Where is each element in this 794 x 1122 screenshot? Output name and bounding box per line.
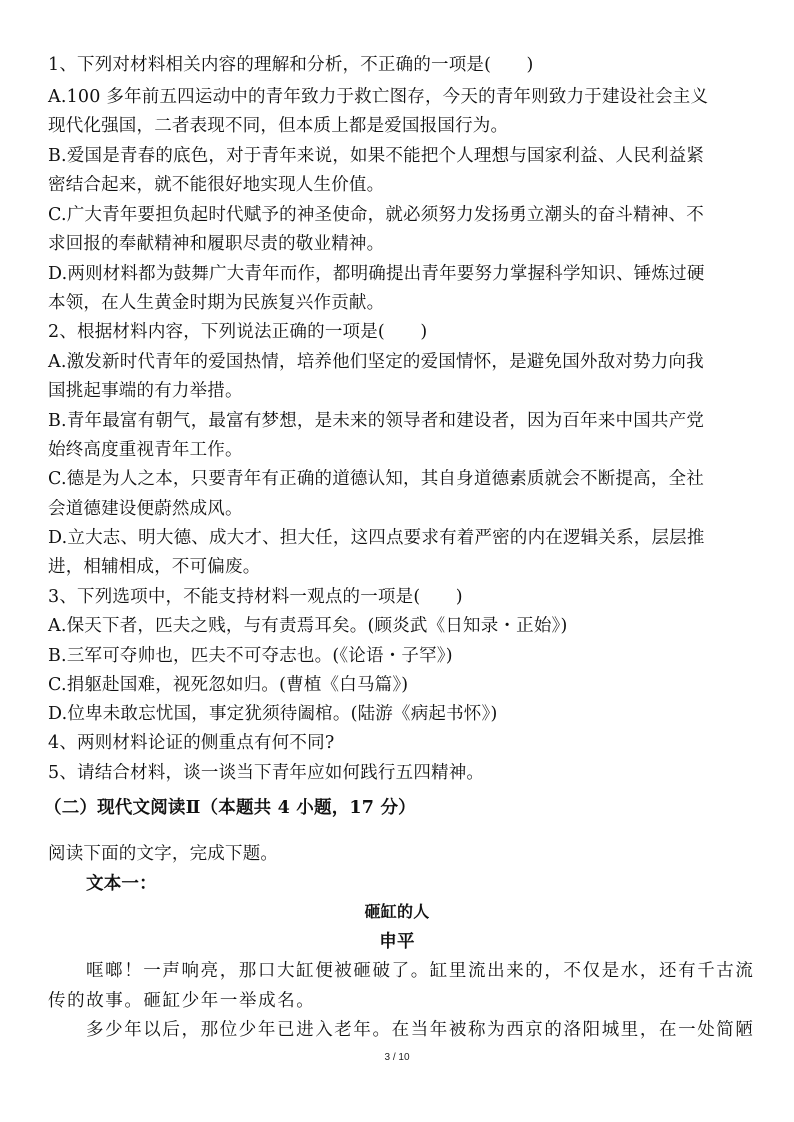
q4-stem: 4、两则材料论证的侧重点有何不同?: [48, 733, 335, 753]
q1-option-d-line2: 本领，在人生黄金时期为民族复兴作贡献。: [48, 293, 385, 313]
q2-option-c-line2: 会道德建设便蔚然成风。: [48, 499, 243, 519]
reading-instruction: 阅读下面的文字，完成下题。: [48, 844, 279, 864]
story-p1-line2: 传的故事。砸缸少年一举成名。: [48, 991, 316, 1011]
q1-stem: 1、下列对材料相关内容的理解和分析，不正确的一项是( ): [48, 55, 534, 75]
q3-option-c: C.捐躯赴国难，视死忽如归。(曹植《白马篇》): [48, 675, 409, 695]
q3-stem: 3、下列选项中，不能支持材料一观点的一项是( ): [48, 587, 463, 607]
story-p1-line1: 哐啷！一声响亮，那口大缸便被砸破了。缸里流出来的，不仅是水，还有千古流: [86, 961, 755, 981]
q1-option-b-line2: 密结合起来，就不能很好地实现人生价值。: [48, 175, 385, 195]
q2-option-d-line2: 进，相辅相成，不可偏废。: [48, 557, 261, 577]
story-title: 砸缸的人: [364, 902, 430, 921]
q2-option-c-line1: C.德是为人之本，只要青年有正确的道德认知，其自身道德素质就会不断提高，全社: [48, 469, 704, 489]
q2-option-b-line2: 始终高度重视青年工作。: [48, 440, 243, 460]
story-p2-line1: 多少年以后，那位少年已进入老年。在当年被称为西京的洛阳城里，在一处简陋: [86, 1020, 755, 1040]
q1-option-c-line1: C.广大青年要担负起时代赋予的神圣使命，就必须努力发扬勇立潮头的奋斗精神、不: [48, 205, 704, 225]
q2-option-a-line2: 国挑起事端的有力举措。: [48, 381, 243, 401]
q3-option-b: B.三军可夺帅也，匹夫不可夺志也。(《论语・子罕》): [48, 646, 453, 666]
section-heading: （二）现代文阅读Ⅱ（本题共 4 小题，17 分）: [44, 798, 416, 818]
q2-option-a-line1: A.激发新时代青年的爱国热情，培养他们坚定的爱国情怀，是避免国外敌对势力向我: [48, 352, 704, 372]
page-number: 3 / 10: [384, 1052, 410, 1063]
q1-option-c-line2: 求回报的奉献精神和履职尽责的敬业精神。: [48, 234, 385, 254]
q2-stem: 2、根据材料内容，下列说法正确的一项是( ): [48, 322, 428, 342]
q3-option-a: A.保天下者，匹夫之贱，与有责焉耳矣。(顾炎武《日知录・正始》): [48, 616, 568, 636]
story-author: 申平: [379, 932, 415, 952]
q1-option-b-line1: B.爱国是青春的底色，对于青年来说，如果不能把个人理想与国家利益、人民利益紧: [48, 146, 705, 166]
q2-option-d-line1: D.立大志、明大德、成大才、担大任，这四点要求有着严密的内在逻辑关系，层层推: [48, 528, 705, 548]
text-one-label: 文本一：: [86, 874, 157, 894]
q3-option-d: D.位卑未敢忘忧国，事定犹须待阖棺。(陆游《病起书怀》): [48, 704, 498, 724]
q5-stem: 5、请结合材料，谈一谈当下青年应如何践行五四精神。: [48, 763, 485, 783]
q1-option-a-line2: 现代化强国，二者表现不同，但本质上都是爱国报国行为。: [48, 116, 509, 136]
q1-option-d-line1: D.两则材料都为鼓舞广大青年而作，都明确提出青年要努力掌握科学知识、锤炼过硬: [48, 264, 705, 284]
q2-option-b-line1: B.青年最富有朝气，最富有梦想，是未来的领导者和建设者，因为百年来中国共产党: [48, 411, 705, 431]
q1-option-a-line1: A.100 多年前五四运动中的青年致力于救亡图存，今天的青年则致力于建设社会主义: [48, 87, 709, 107]
